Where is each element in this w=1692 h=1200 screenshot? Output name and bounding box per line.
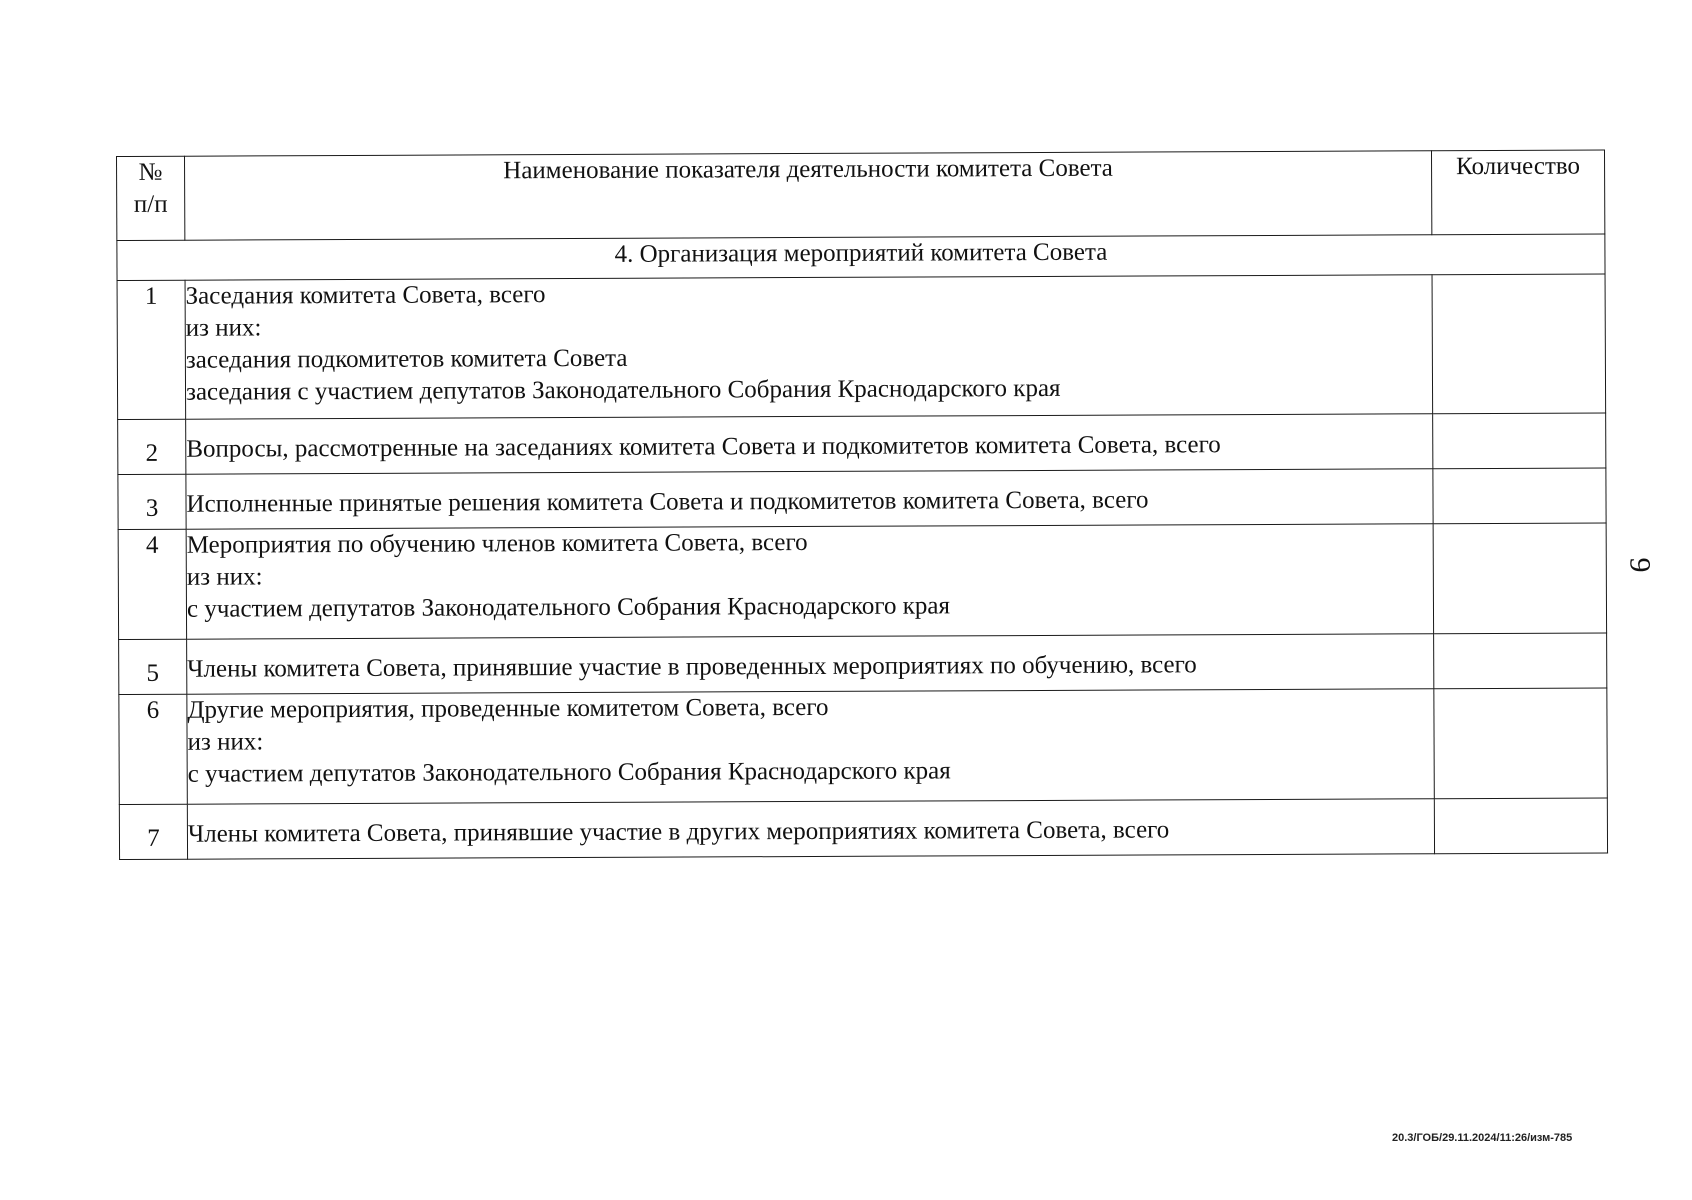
row-number: 7: [119, 804, 187, 859]
indicator-name: [187, 799, 1434, 859]
indicator-name-line: заседания с участием депутатов Законодательного Собрания Краснодарского края: [185, 374, 1061, 406]
indicator-name: [185, 275, 1433, 419]
table-row: [118, 413, 1606, 474]
section-title: 4. Организация мероприятий комитета Совета: [117, 234, 1605, 280]
indicator-name-line: Мероприятия по обучению членов комитета Совета, всего: [186, 528, 808, 559]
column-header-indicator-name: Наименование показателя деятельности комитета Совета: [185, 151, 1432, 240]
table-row: [117, 274, 1606, 419]
table-row: [118, 468, 1606, 529]
table-body: [117, 234, 1608, 859]
row-number: 5: [119, 639, 187, 694]
indicator-name-line: из них:: [186, 563, 263, 591]
indicator-name: [187, 634, 1434, 694]
indicator-name: [186, 414, 1433, 474]
document-code: 20.3/ГОБ/29.11.2024/11:26/изм-785: [1392, 1132, 1573, 1144]
indicator-name-line: Члены комитета Совета, принявшие участие в проведенных мероприятиях по обучению, всего: [187, 651, 1197, 683]
column-header-quantity: Количество: [1431, 150, 1604, 235]
indicator-name-line: Члены комитета Совета, принявшие участие в других мероприятиях комитета Совета, всего: [187, 816, 1170, 848]
quantity-cell: [1432, 274, 1606, 414]
indicators-table-wrapper: [116, 150, 1607, 860]
indicator-name-line: заседания подкомитетов комитета Совета: [185, 344, 628, 374]
row-number: 2: [118, 419, 186, 474]
table-row: [118, 523, 1606, 639]
quantity-cell: [1434, 633, 1607, 689]
indicator-name-line: из них:: [187, 728, 264, 756]
row-number: 4: [118, 529, 186, 639]
quantity-cell: [1434, 688, 1607, 799]
table-row: [119, 798, 1607, 859]
indicator-name-line: Вопросы, рассмотренные на заседаниях комитета Совета и подкомитетов комитета Совета, всего: [186, 431, 1221, 463]
indicator-name: [187, 689, 1434, 804]
indicator-name-line: из них:: [185, 314, 262, 342]
indicator-name-line: Другие мероприятия, проведенные комитетом Совета, всего: [187, 693, 829, 724]
column-header-number-line: п/п: [133, 190, 168, 218]
table-header-row: [117, 150, 1605, 240]
indicator-name-line: Заседания комитета Совета, всего: [185, 281, 546, 310]
column-header-number-line: №: [138, 158, 163, 186]
section-row: [117, 234, 1605, 280]
quantity-cell: [1433, 468, 1606, 524]
quantity-cell: [1433, 413, 1606, 469]
indicators-table: [116, 150, 1608, 860]
indicator-name-line: с участием депутатов Законодательного Собрания Краснодарского края: [187, 757, 951, 788]
table-row: [119, 633, 1607, 694]
indicator-name: [186, 469, 1433, 529]
page-number: 9: [1623, 557, 1657, 573]
column-header-number: [117, 156, 185, 240]
quantity-cell: [1433, 523, 1606, 634]
indicator-name-line: Исполненные принятые решения комитета Совета и подкомитетов комитета Совета, всего: [186, 486, 1149, 518]
indicator-name-line: с участием депутатов Законодательного Собрания Краснодарского края: [186, 592, 951, 623]
row-number: 6: [119, 694, 187, 804]
indicator-name: [186, 524, 1433, 639]
row-number: 3: [118, 474, 186, 529]
table-row: [119, 688, 1607, 804]
row-number: 1: [117, 280, 186, 419]
quantity-cell: [1434, 798, 1607, 854]
